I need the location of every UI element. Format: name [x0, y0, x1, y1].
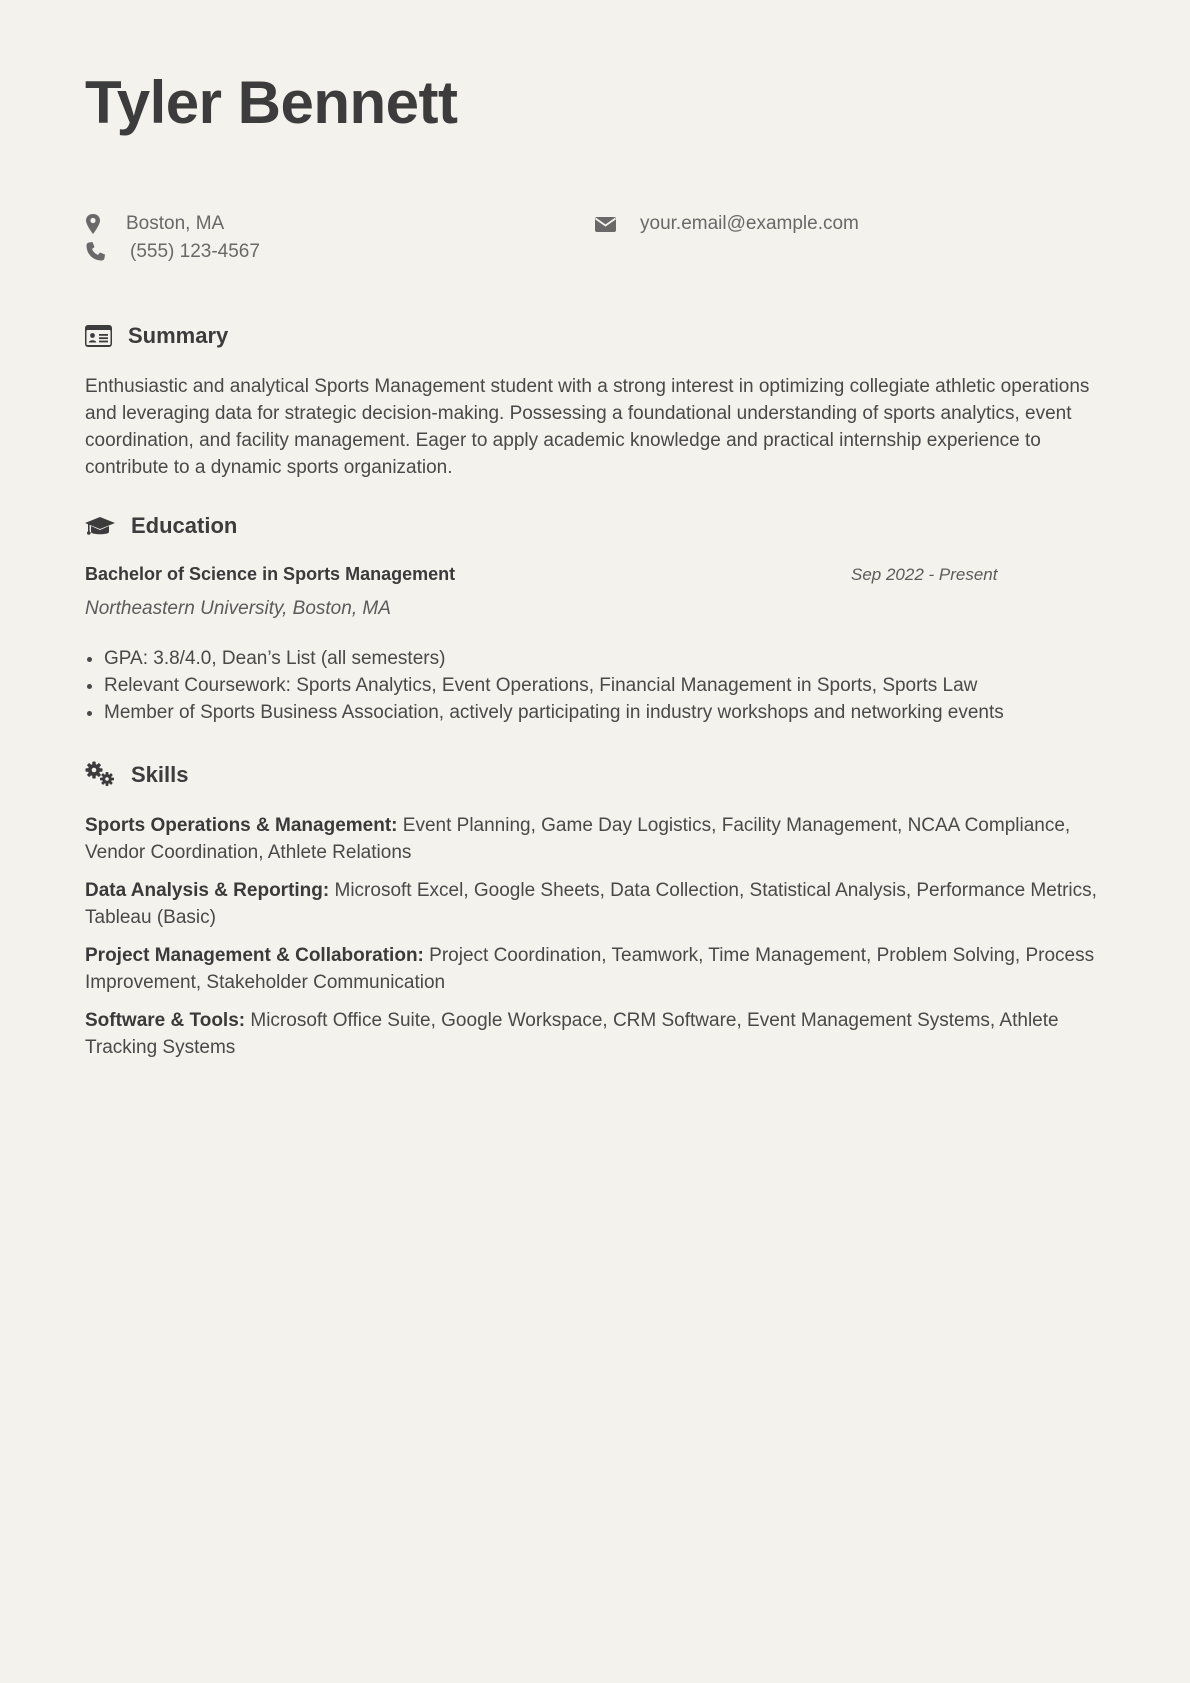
skill-group-text: Microsoft Office Suite, Google Workspace, CRM Software, Event Management Systems, Athlete Tracking Systems [85, 1010, 1059, 1058]
education-bullets [85, 645, 1110, 726]
skill-group [85, 812, 1110, 866]
summary-text: Enthusiastic and analytical Sports Management student with a strong interest in optimizing collegiate athletic operations and leveraging data for strategic decision-making. Possessing a foundational understanding of sports analytics, event coordination, and facility management. Eager to apply academic knowledge and practical internship experience to contribute to a dynamic sports organization. [85, 376, 1090, 478]
skill-group-label: Data Analysis & Reporting: [85, 880, 330, 901]
degree-title: Bachelor of Science in Sports Management [85, 564, 456, 584]
skill-group-label: Project Management & Collaboration: [85, 945, 424, 966]
skill-group-label: Sports Operations & Management: [85, 815, 398, 836]
id-card-icon [85, 325, 112, 347]
map-marker-icon [85, 214, 107, 234]
skill-group-text: Project Coordination, Teamwork, Time Management, Problem Solving, Process Improvement, Stakeholder Communication [85, 945, 1095, 993]
skill-group-label: Software & Tools: [85, 1010, 246, 1031]
school-name: Northeastern University, Boston, MA [85, 598, 391, 619]
location-text: Boston, MA [126, 213, 225, 234]
graduation-cap-icon [85, 515, 115, 539]
phone-text: (555) 123-4567 [130, 241, 260, 262]
education-title: Education [131, 513, 238, 538]
skill-group-text: Microsoft Excel, Google Sheets, Data Collection, Statistical Analysis, Performance Metrics, Tableau (Basic) [85, 880, 1097, 928]
skill-group-text: Event Planning, Game Day Logistics, Facility Management, NCAA Compliance, Vendor Coordination, Athlete Relations [85, 815, 1071, 863]
email-link[interactable]: your.email@example.com [640, 213, 859, 234]
list-item: Member of Sports Business Association, actively participating in industry workshops and networking events [85, 699, 1110, 726]
education-dates: Sep 2022 - Present [851, 565, 998, 584]
phone-icon [85, 242, 107, 262]
summary-title: Summary [128, 323, 229, 348]
cogs-icon [85, 761, 115, 787]
list-item: GPA: 3.8/4.0, Dean’s List (all semesters) [85, 645, 1110, 672]
skill-group [85, 877, 1110, 931]
envelope-icon [595, 214, 617, 234]
skill-group [85, 942, 1110, 996]
skills-title: Skills [131, 762, 189, 787]
skill-group [85, 1007, 1110, 1061]
list-item: Relevant Coursework: Sports Analytics, Event Operations, Financial Management in Sports, Sports Law [85, 672, 1110, 699]
candidate-name: Tyler Bennett [85, 69, 458, 136]
